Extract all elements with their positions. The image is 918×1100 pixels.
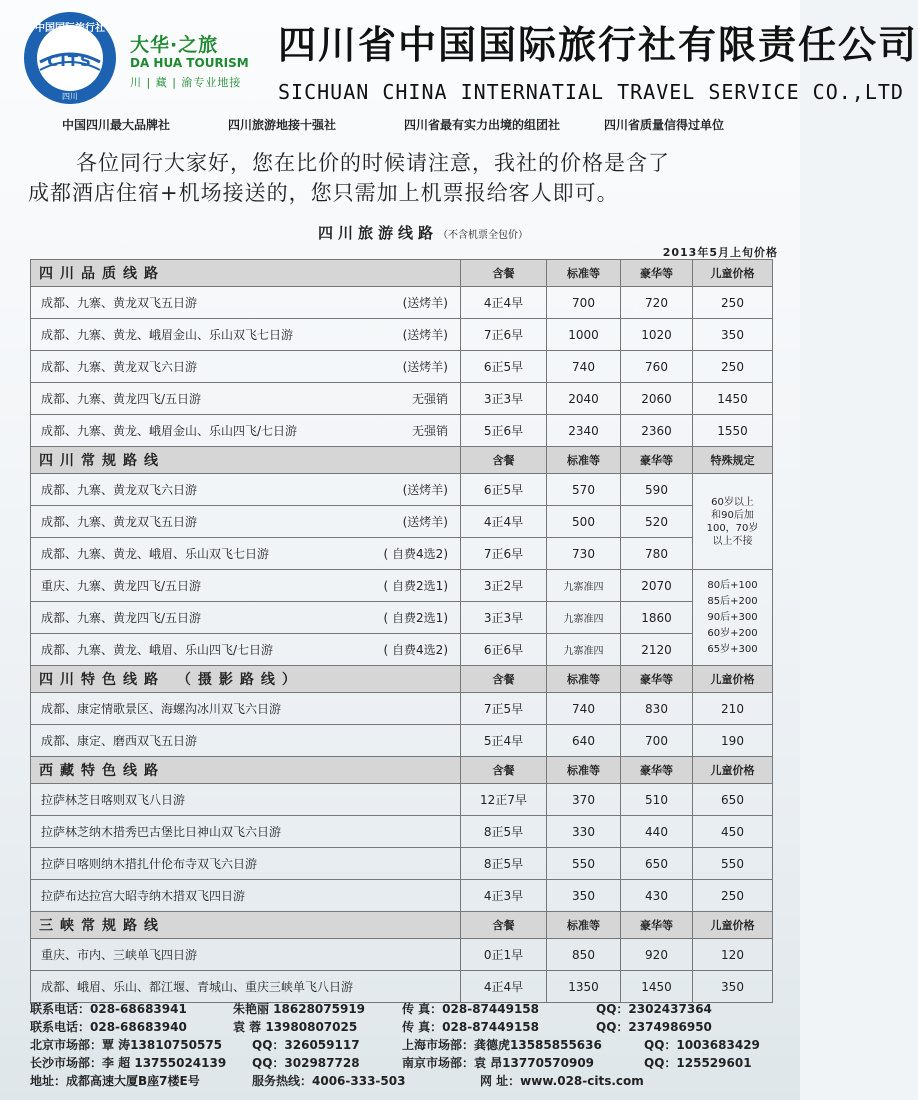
brand-tagline: 川 | 藏 | 渝专业地接	[130, 76, 242, 89]
col-child-price: 儿童价格	[693, 757, 773, 784]
child-price: 210	[693, 693, 773, 725]
table-subtitle	[318, 222, 528, 243]
route-tag: ( 自费2选1)	[383, 611, 448, 625]
meals-cell: 5正6早	[461, 415, 547, 447]
route-name: 成都、九寨、黄龙双飞五日游	[41, 515, 198, 529]
luxury-price: 430	[621, 880, 693, 912]
meals-cell: 4正4早	[461, 971, 547, 1003]
route-name: 拉萨林芝纳木措秀巴古堡比日神山双飞六日游	[41, 825, 282, 839]
honor-item: 四川旅游地接十强社	[228, 118, 337, 132]
col-child-price: 儿童价格	[693, 666, 773, 693]
route-cell	[31, 538, 461, 570]
child-price: 650	[693, 784, 773, 816]
age-rate-line: 80后+100	[707, 579, 758, 591]
meals-cell: 6正5早	[461, 474, 547, 506]
section-header	[31, 666, 773, 693]
contact-row	[30, 1018, 790, 1036]
standard-price: 640	[547, 725, 621, 757]
route-cell	[31, 351, 461, 383]
route-name: 成都、九寨、黄龙双飞六日游	[41, 483, 198, 497]
meals-cell: 3正3早	[461, 383, 547, 415]
route-cell	[31, 319, 461, 351]
col-luxury: 豪华等	[621, 260, 693, 287]
intro-notice	[28, 148, 788, 208]
contact-row	[30, 1054, 790, 1072]
contact-person: 朱艳丽 18628075919	[233, 1002, 366, 1016]
route-name: 成都、九寨、黄龙四飞/五日游	[41, 611, 202, 625]
col-meals: 含餐	[461, 447, 547, 474]
route-cell	[31, 415, 461, 447]
child-price: 120	[693, 939, 773, 971]
section-title: 四川特色线路 （摄影路线）	[31, 666, 461, 693]
section-header	[31, 912, 773, 939]
col-luxury: 豪华等	[621, 666, 693, 693]
route-name: 成都、康定情歌景区、海螺沟冰川双飞六日游	[41, 702, 282, 716]
route-tag: ( 自费4选2)	[383, 643, 448, 657]
route-name: 拉萨林芝日喀则双飞八日游	[41, 793, 186, 807]
standard-price: 1350	[547, 971, 621, 1003]
route-name: 成都、九寨、黄龙双飞六日游	[41, 360, 198, 374]
col-standard: 标准等	[547, 757, 621, 784]
table-row	[31, 848, 773, 880]
table-row	[31, 939, 773, 971]
col-luxury: 豪华等	[621, 912, 693, 939]
route-name: 成都、峨眉、乐山、都江堰、青城山、重庆三峡单飞八日游	[41, 980, 354, 994]
intro-line-2: 成都酒店住宿+机场接送的，您只需加上机票报给客人即可。	[28, 181, 619, 205]
logo-center-text: CITS	[47, 52, 93, 70]
route-cell	[31, 725, 461, 757]
contact-fax: 传 真：028-87449158	[402, 1020, 540, 1034]
route-tag: 无强销	[411, 424, 448, 438]
meals-cell: 12正7早	[461, 784, 547, 816]
route-cell	[31, 287, 461, 319]
child-price: 550	[693, 848, 773, 880]
route-tag: (送烤羊)	[402, 483, 448, 497]
route-name: 拉萨布达拉宫大昭寺纳木措双飞四日游	[41, 889, 246, 903]
company-name-en: SICHUAN CHINA INTERNATIAL TRAVEL SERVICE CO.,LTD	[278, 80, 904, 104]
contact-fax: 传 真：028-87449158	[402, 1002, 540, 1016]
special-note-line: 以上不接	[712, 535, 753, 547]
contact-row	[30, 1072, 790, 1090]
section-header	[31, 447, 773, 474]
logo-bottom-text: 四川	[62, 92, 78, 101]
col-special-rules: 特殊规定	[693, 447, 773, 474]
contact-market: 上海市场部：龚德虎13585855636	[402, 1038, 602, 1052]
route-tag: (送烤羊)	[402, 328, 448, 342]
standard-price: 九寨准四	[547, 634, 621, 666]
subtitle-main: 四川旅游线路	[318, 224, 439, 242]
age-rate-line: 60岁+200	[707, 627, 758, 639]
child-price: 250	[693, 287, 773, 319]
contact-qq: QQ：2302437364	[596, 1002, 712, 1016]
meals-cell: 8正5早	[461, 816, 547, 848]
standard-price: 550	[547, 848, 621, 880]
section-title: 西藏特色线路	[31, 757, 461, 784]
child-price: 450	[693, 816, 773, 848]
meals-cell: 6正5早	[461, 351, 547, 383]
luxury-price: 520	[621, 506, 693, 538]
table-row	[31, 634, 773, 666]
col-standard: 标准等	[547, 447, 621, 474]
table-row	[31, 784, 773, 816]
logo-ring-text: 中国国际旅行社	[35, 23, 105, 34]
honors-bar	[0, 116, 800, 134]
meals-cell: 4正3早	[461, 880, 547, 912]
col-child-price: 儿童价格	[693, 912, 773, 939]
route-cell	[31, 816, 461, 848]
luxury-price: 2070	[621, 570, 693, 602]
route-tag: (送烤羊)	[402, 515, 448, 529]
col-meals: 含餐	[461, 666, 547, 693]
contact-row	[30, 1036, 790, 1054]
age-rate-line: 90后+300	[707, 611, 758, 623]
luxury-price: 590	[621, 474, 693, 506]
col-standard: 标准等	[547, 666, 621, 693]
route-cell	[31, 602, 461, 634]
col-meals: 含餐	[461, 912, 547, 939]
luxury-price: 780	[621, 538, 693, 570]
child-price: 250	[693, 351, 773, 383]
contact-qq: QQ：1003683429	[644, 1038, 760, 1052]
table-row	[31, 319, 773, 351]
brand-name-en: DA HUA TOURISM	[130, 56, 249, 70]
honor-item: 四川省最有实力出境的组团社	[404, 118, 561, 132]
honor-item: 中国四川最大品牌社	[62, 118, 171, 132]
luxury-price: 1450	[621, 971, 693, 1003]
luxury-price: 1020	[621, 319, 693, 351]
route-name: 成都、康定、磨西双飞五日游	[41, 734, 198, 748]
luxury-price: 830	[621, 693, 693, 725]
age-rate-line: 85后+200	[707, 595, 758, 607]
contact-qq: QQ：326059117	[252, 1038, 360, 1052]
intro-line-1: 各位同行大家好，您在比价的时候请注意，我社的价格是含了	[76, 151, 670, 175]
special-note-line: 100，70岁	[706, 522, 759, 534]
table-row	[31, 880, 773, 912]
route-cell	[31, 474, 461, 506]
route-cell	[31, 383, 461, 415]
route-name: 成都、九寨、黄龙、峨眉金山、乐山四飞/七日游	[41, 424, 298, 438]
section-title: 三峡常规路线	[31, 912, 461, 939]
luxury-price: 700	[621, 725, 693, 757]
col-standard: 标准等	[547, 260, 621, 287]
table-row	[31, 570, 773, 602]
col-meals: 含餐	[461, 260, 547, 287]
luxury-price: 2360	[621, 415, 693, 447]
contact-phone: 联系电话：028-68683941	[30, 1002, 187, 1016]
route-cell	[31, 634, 461, 666]
child-price: 350	[693, 971, 773, 1003]
table-row	[31, 602, 773, 634]
meals-cell: 4正4早	[461, 287, 547, 319]
meals-cell: 7正6早	[461, 538, 547, 570]
child-price: 250	[693, 880, 773, 912]
special-rules-note	[693, 474, 773, 570]
meals-cell: 4正4早	[461, 506, 547, 538]
section-header	[31, 757, 773, 784]
subtitle-note: （不含机票全包价）	[438, 230, 529, 241]
standard-price: 九寨准四	[547, 602, 621, 634]
luxury-price: 920	[621, 939, 693, 971]
brand-name-cn: 大华·之旅	[130, 34, 219, 56]
luxury-price: 760	[621, 351, 693, 383]
luxury-price: 720	[621, 287, 693, 319]
table-row	[31, 538, 773, 570]
route-tag: (送烤羊)	[402, 360, 448, 374]
col-meals: 含餐	[461, 757, 547, 784]
route-cell	[31, 693, 461, 725]
price-table	[30, 259, 773, 1003]
table-row	[31, 971, 773, 1003]
col-child-price: 儿童价格	[693, 260, 773, 287]
luxury-price: 440	[621, 816, 693, 848]
meals-cell: 8正5早	[461, 848, 547, 880]
contact-person: 袁 蓉 13980807025	[233, 1020, 358, 1034]
child-price: 1450	[693, 383, 773, 415]
standard-price: 730	[547, 538, 621, 570]
honor-item: 四川省质量信得过单位	[604, 118, 725, 132]
route-tag: 无强销	[411, 392, 448, 406]
route-tag: (送烤羊)	[402, 296, 448, 310]
meals-cell: 6正6早	[461, 634, 547, 666]
standard-price: 740	[547, 351, 621, 383]
route-name: 成都、九寨、黄龙四飞/五日游	[41, 392, 202, 406]
route-cell	[31, 880, 461, 912]
route-cell	[31, 848, 461, 880]
col-luxury: 豪华等	[621, 757, 693, 784]
contact-info	[30, 1000, 790, 1090]
standard-price: 1000	[547, 319, 621, 351]
section-title: 四川常规路线	[31, 447, 461, 474]
header	[0, 0, 918, 110]
route-name: 重庆、市内、三峡单飞四日游	[41, 948, 198, 962]
contact-row	[30, 1000, 790, 1018]
standard-price: 2040	[547, 383, 621, 415]
standard-price: 九寨准四	[547, 570, 621, 602]
section-header	[31, 260, 773, 287]
contact-market: 北京市场部：覃 涛13810750575	[30, 1038, 223, 1052]
table-row	[31, 693, 773, 725]
contact-qq: QQ：302987728	[252, 1056, 360, 1070]
route-tag: ( 自费2选1)	[383, 579, 448, 593]
table-row	[31, 725, 773, 757]
route-cell	[31, 971, 461, 1003]
child-price: 190	[693, 725, 773, 757]
child-price: 1550	[693, 415, 773, 447]
standard-price: 350	[547, 880, 621, 912]
route-name: 重庆、九寨、黄龙四飞/五日游	[41, 579, 202, 593]
standard-price: 2340	[547, 415, 621, 447]
route-name: 成都、九寨、黄龙、峨眉、乐山四飞/七日游	[41, 643, 274, 657]
luxury-price: 2060	[621, 383, 693, 415]
meals-cell: 3正3早	[461, 602, 547, 634]
section-title: 四川品质线路	[31, 260, 461, 287]
special-note-line: 60岁以上	[711, 496, 754, 508]
route-cell	[31, 939, 461, 971]
meals-cell: 7正6早	[461, 319, 547, 351]
contact-hotline: 服务热线：4006-333-503	[252, 1074, 406, 1088]
route-name: 成都、九寨、黄龙、峨眉金山、乐山双飞七日游	[41, 328, 294, 342]
table-row	[31, 415, 773, 447]
age-rate-line: 65岁+300	[707, 643, 758, 655]
route-cell	[31, 570, 461, 602]
table-row	[31, 816, 773, 848]
table-row	[31, 383, 773, 415]
standard-price: 740	[547, 693, 621, 725]
age-surcharge-note	[693, 570, 773, 666]
contact-qq: QQ：2374986950	[596, 1020, 712, 1034]
contact-phone: 联系电话：028-68683940	[30, 1020, 187, 1034]
cits-logo	[22, 10, 118, 106]
table-row	[31, 351, 773, 383]
route-name: 拉萨日喀则纳木措扎什伦布寺双飞六日游	[41, 857, 258, 871]
meals-cell: 3正2早	[461, 570, 547, 602]
standard-price: 570	[547, 474, 621, 506]
luxury-price: 510	[621, 784, 693, 816]
child-price: 350	[693, 319, 773, 351]
standard-price: 850	[547, 939, 621, 971]
table-row	[31, 506, 773, 538]
standard-price: 330	[547, 816, 621, 848]
company-name-cn: 四川省中国国际旅行社有限责任公司	[278, 23, 918, 67]
luxury-price: 650	[621, 848, 693, 880]
route-cell	[31, 506, 461, 538]
table-row	[31, 287, 773, 319]
meals-cell: 7正5早	[461, 693, 547, 725]
luxury-price: 2120	[621, 634, 693, 666]
col-luxury: 豪华等	[621, 447, 693, 474]
brand-block	[130, 34, 270, 90]
route-cell	[31, 784, 461, 816]
meals-cell: 5正4早	[461, 725, 547, 757]
route-name: 成都、九寨、黄龙双飞五日游	[41, 296, 198, 310]
standard-price: 500	[547, 506, 621, 538]
route-tag: ( 自费4选2)	[383, 547, 448, 561]
standard-price: 370	[547, 784, 621, 816]
contact-market: 长沙市场部：李 超 13755024139	[30, 1056, 227, 1070]
contact-qq: QQ：125529601	[644, 1056, 752, 1070]
contact-address: 地址：成都高速大厦B座7楼E号	[30, 1074, 200, 1088]
table-row	[31, 474, 773, 506]
contact-market: 南京市场部：袁 昂13770570909	[402, 1056, 595, 1070]
route-name: 成都、九寨、黄龙、峨眉、乐山双飞七日游	[41, 547, 270, 561]
meals-cell: 0正1早	[461, 939, 547, 971]
price-date: 2013年5月上旬价格	[662, 246, 778, 259]
luxury-price: 1860	[621, 602, 693, 634]
col-standard: 标准等	[547, 912, 621, 939]
special-note-line: 和90后加	[711, 509, 754, 521]
contact-website[interactable]: 网 址：www.028-cits.com	[480, 1074, 644, 1088]
standard-price: 700	[547, 287, 621, 319]
